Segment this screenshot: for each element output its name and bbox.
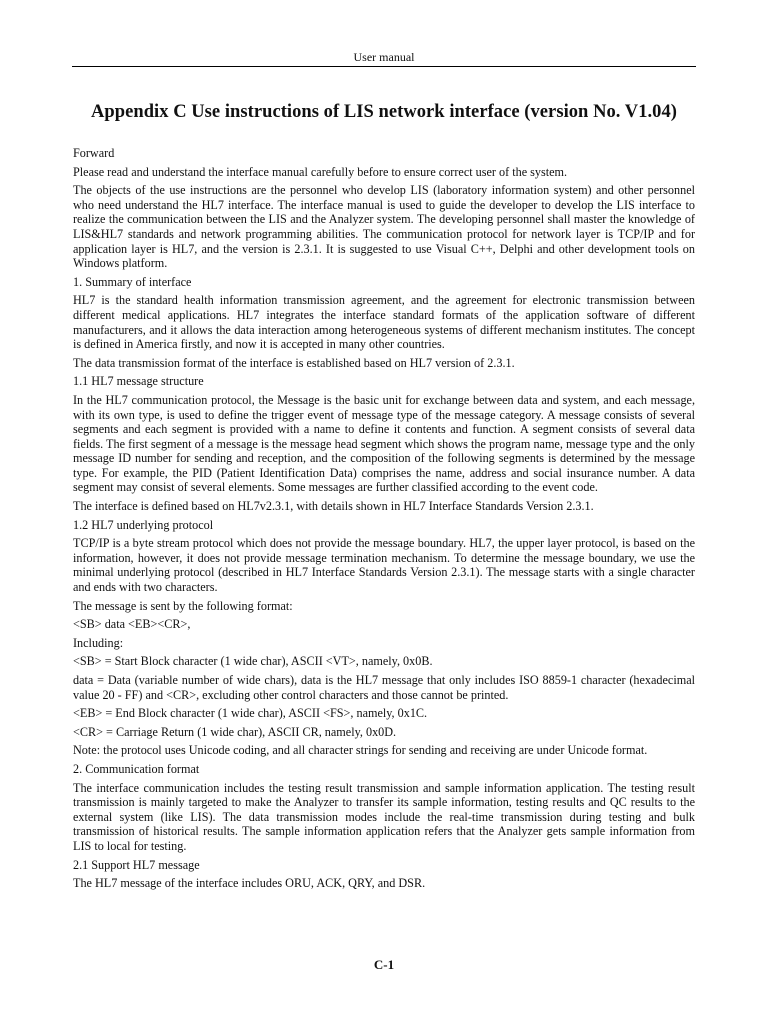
paragraph-communication: The interface communication includes the testing result transmission and sample information application. The testing result transmission is mainly targeted to make the Analyzer to transfer its sample information, testing results and QC results to the external system (like LIS). The data transmission modes include the real-time transmission during testing and bulk transmission of historical results. The sample information application refers that the Analyzer gets sample information from LIS to local for testing. (73, 780, 695, 853)
page-number: C-1 (373, 957, 395, 972)
paragraph-send-format: <SB> data <EB><CR>, (73, 617, 191, 632)
section-heading-message-structure: 1.1 HL7 message structure (73, 374, 204, 389)
paragraph-sb-definition: <SB> = Start Block character (1 wide char), ASCII <VT>, namely, 0x0B. (73, 654, 433, 669)
paragraph-message-types: The HL7 message of the interface includes ORU, ACK, QRY, and DSR. (73, 876, 426, 891)
paragraph-hl7-standard: HL7 is the standard health information transmission agreement, and the agreement for electronic transmission between different medical applications. HL7 integrates the interface standard formats of the application software of different manufacturers, and it allows the data interaction among heterogeneous systems of different mechanism institutes. The concept is defined in America firstly, and now it is accepted in many other countries. (73, 293, 695, 352)
paragraph-interface-definition: The interface is defined based on HL7v2.3.1, with details shown in HL7 Interface Standards Version 2.3.1. (73, 499, 594, 514)
paragraph-eb-definition: <EB> = End Block character (1 wide char), ASCII <FS>, namely, 0x1C. (73, 706, 428, 721)
section-heading-underlying-protocol: 1.2 HL7 underlying protocol (73, 517, 214, 532)
paragraph-read-manual: Please read and understand the interface manual carefully before to ensure correct user of the system. (73, 164, 568, 179)
paragraph-objects: The objects of the use instructions are the personnel who develop LIS (laboratory information system) and other personnel who need understand the HL7 interface. The interface manual is used to guide the developer to develop the LIS interface to realize the communication between the LIS and the Analyzer system. The developing personnel shall master the knowledge of LIS&HL7 standards and network programming abilities. The communication protocol for network layer is TCP/IP and for application layer is HL7, and the version is 2.3.1. It is suggested to use Visual C++, Delphi and other development tools on Windows platform. (73, 183, 695, 271)
running-header: User manual (72, 50, 696, 67)
paragraph-cr-definition: <CR> = Carriage Return (1 wide char), ASCII CR, namely, 0x0D. (73, 724, 397, 739)
section-heading-communication-format: 2. Communication format (73, 761, 200, 776)
paragraph-tcpip: TCP/IP is a byte stream protocol which does not provide the message boundary. HL7, the upper layer protocol, is based on the information, however, it does not provide message termination mechanism. To determine the message boundary, we use the minimal underlying protocol (described in HL7 Interface Standards Version 2.3.1). The message starts with a single character and ends with two characters. (73, 536, 695, 595)
section-heading-support-message: 2.1 Support HL7 message (73, 857, 200, 872)
section-heading-forward: Forward (73, 146, 115, 160)
paragraph-including: Including: (73, 635, 124, 650)
paragraph-message-structure: In the HL7 communication protocol, the Message is the basic unit for exchange between data and system, and each message, with its own type, is used to define the trigger event of message type of the message category. A message consists of several segments and each segment is provided with a name to define it contents and function. A segment consists of several data fields. The first segment of a message is the message head segment which shows the program name, message type and the only message ID number for sending and reception, and the composition of the following segments is determined by the message type. For example, the PID (Patient Identification Data) comprises the name, address and social insurance number. A data segment may consist of several elements. Some messages are further classified according to the event code. (73, 392, 695, 495)
paragraph-format-version: The data transmission format of the interface is established based on HL7 version of 2.3.1. (73, 355, 515, 370)
document-body (73, 146, 695, 895)
section-heading-summary: 1. Summary of interface (73, 274, 192, 289)
paragraph-unicode-note: Note: the protocol uses Unicode coding, and all character strings for sending and receiving are under Unicode format. (73, 743, 648, 758)
paragraph-data-definition: data = Data (variable number of wide chars), data is the HL7 message that only includes ISO 8859-1 character (hexadecimal value 20 - FF) and <CR>, excluding other control characters and those cannot be printed. (73, 673, 695, 702)
paragraph-send-format-intro: The message is sent by the following format: (73, 598, 293, 613)
appendix-title: Appendix C Use instructions of LIS network interface (version No. V1.04) (91, 102, 677, 122)
